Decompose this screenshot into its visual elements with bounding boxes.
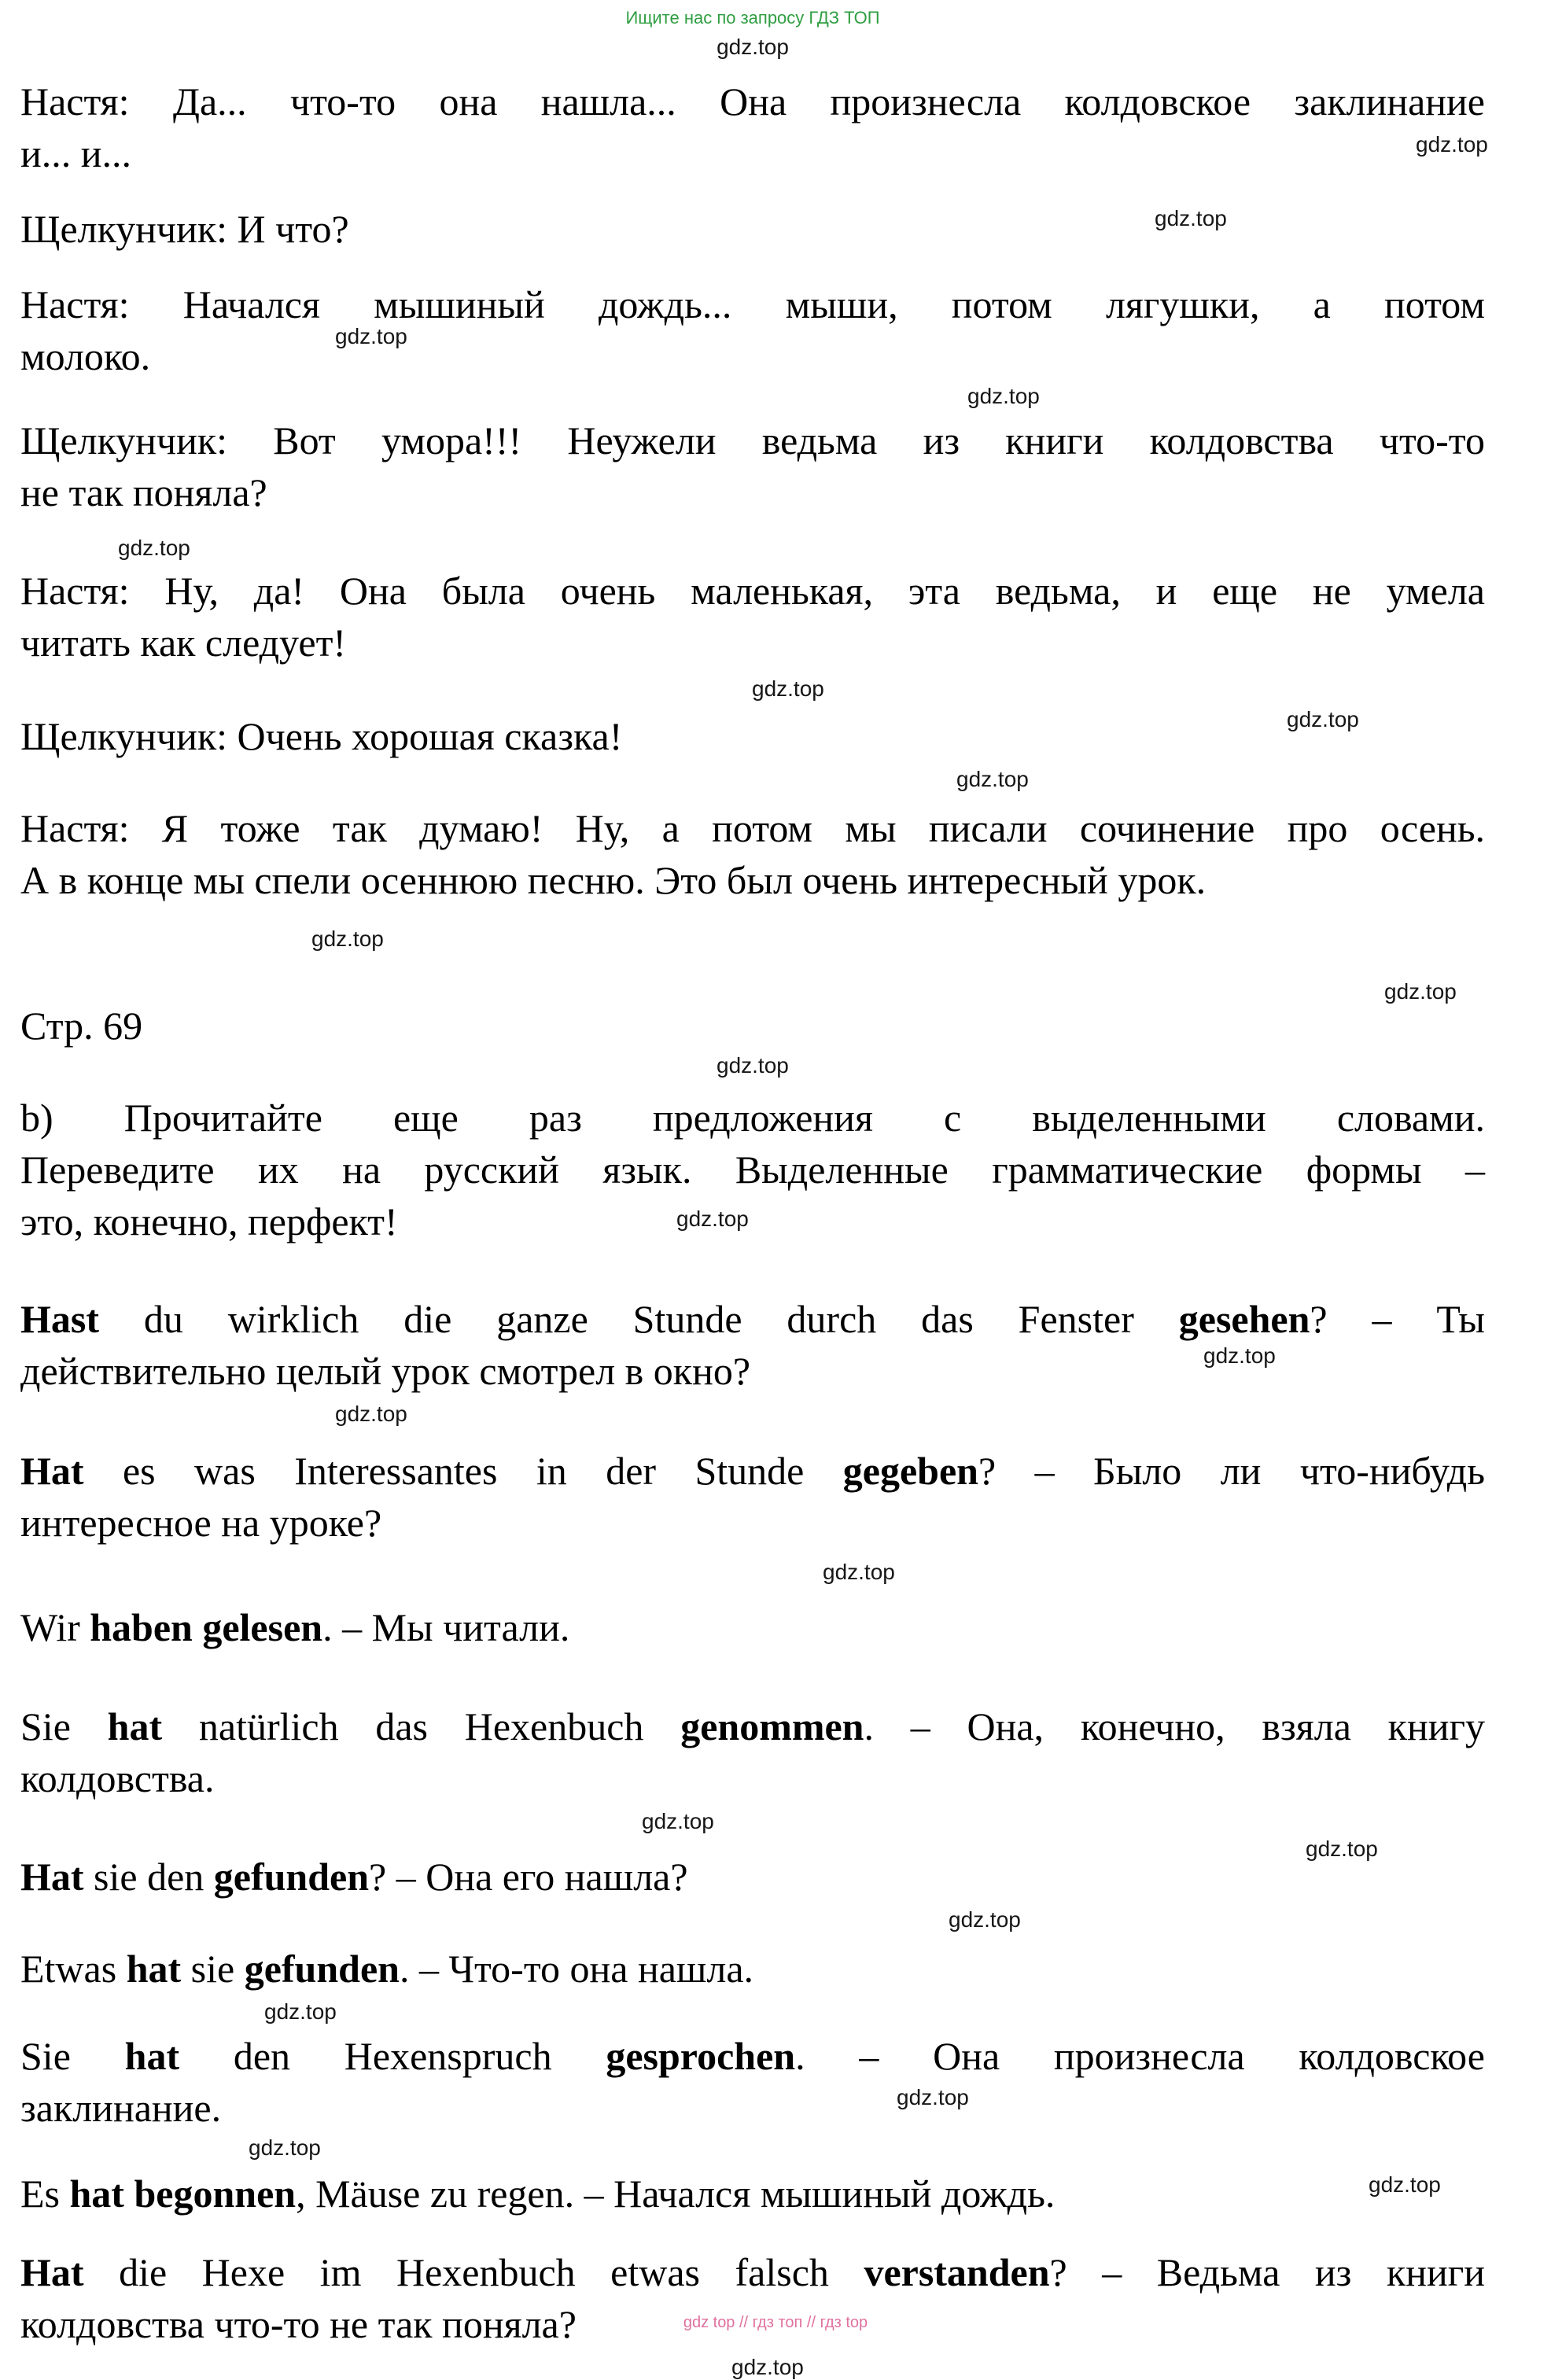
dialogue-nutcracker-3: gdz.top Щелкунчик: Очень хорошая сказка! — [20, 707, 1359, 758]
grammar-sentence-6: Etwas hat sie gefunden. – Что-то она нашла. — [20, 1947, 754, 1991]
gdz-watermark: gdz.top — [1384, 979, 1457, 1004]
grammar-sentence-2: Hat es was Interessantes in der Stunde gegeben? – Было ли что-нибудь интересное на уроке? — [20, 1449, 1485, 1545]
watermark-row — [20, 1999, 1485, 2028]
grammar-sentence-1: gdz.top Hast du wirklich die ganze Stunde durch das Fenster gesehen? – Ты действительно целый урок смотрел в окно? — [20, 1297, 1485, 1393]
gdz-watermark: gdz.top — [1369, 2172, 1441, 2197]
dialogue-nastya-2: gdz.top Настя: Начался мышиный дождь... мыши, потом лягушки, а потом молоко. — [20, 282, 1485, 378]
grammar-sentence-5: gdz.top Hat sie den gefunden? – Она его нашла? — [20, 1837, 1378, 1899]
gdz-watermark: gdz.top — [676, 1207, 749, 1231]
promo-banner: Ищите нас по запросу ГДЗ ТОП — [625, 8, 880, 28]
watermark-row — [20, 1560, 1485, 1589]
gdz-watermark: gdz.top — [1306, 1837, 1378, 1861]
grammar-sentence-7: gdz.top Sie hat den Hexenspruch gesprochen. – Она произнесла колдовское заклинание. — [20, 2034, 1485, 2130]
watermark-row — [20, 1402, 1485, 1431]
watermark-row — [20, 536, 1485, 565]
gdz-watermark: gdz.top — [1287, 707, 1359, 731]
gdz-watermark: gdz.top — [823, 1560, 895, 1584]
gdz-watermark: gdz.top — [311, 927, 384, 951]
dialogue-nutcracker-2: Щелкунчик: Вот умора!!! Неужели ведьма из книги колдовства что-то не так поняла? — [20, 418, 1485, 514]
watermark-row — [20, 2135, 1485, 2164]
gdz-watermark: gdz.top — [249, 2135, 321, 2160]
dialogue-nastya-4: Настя: Я тоже так думаю! Ну, а потом мы писали сочинение про осень. А в конце мы спели осеннюю песню. Это был очень интересный урок. — [20, 806, 1485, 902]
grammar-sentence-3: Wir haben gelesen. – Мы читали. — [20, 1605, 570, 1649]
gdz-watermark: gdz.top — [642, 1809, 714, 1833]
grammar-sentence-9: gdz.top Hat die Hexe im Hexenbuch etwas falsch verstanden? – Ведьма из книги колдовства что-то не так поняла? — [20, 2250, 1485, 2379]
gdz-watermark: gdz.top — [752, 676, 824, 701]
gdz-watermark: gdz.top — [717, 35, 789, 59]
watermark-row — [20, 676, 1485, 706]
watermark-row — [20, 1907, 1485, 1936]
gdz-watermark: gdz.top — [118, 536, 190, 560]
grammar-sentence-4: Sie hat natürlich das Hexenbuch genommen. – Она, конечно, взяла книгу колдовства. — [20, 1704, 1485, 1800]
gdz-watermark: gdz.top — [335, 1402, 407, 1426]
watermark-row — [20, 384, 1485, 413]
gdz-watermark: gdz.top — [264, 1999, 337, 2024]
watermark-row — [20, 35, 1485, 60]
gdz-watermark: gdz.top — [1416, 132, 1488, 157]
gdz-watermark: gdz.top — [1155, 206, 1227, 230]
gdz-watermark: gdz.top — [1203, 1343, 1276, 1368]
gdz-watermark: gdz.top — [897, 2085, 969, 2109]
task-instruction: gdz.top b) Прочитайте еще раз предложения с выделенными словами. Переведите их на русский язык. Выделенные грамматические формы – это, конечно, перфект! — [20, 1096, 1485, 1243]
dialogue-nastya-1: gdz.top Настя: Да... что-то она нашла... Она произнесла колдовское заклинание и... и... — [20, 79, 1488, 175]
gdz-watermark: gdz.top — [335, 324, 407, 348]
gdz-watermark: gdz.top — [731, 2355, 804, 2379]
page-reference: gdz.top Стр. 69 — [20, 979, 1457, 1048]
watermark-row — [20, 927, 1485, 956]
watermark-row — [20, 767, 1485, 796]
gdz-watermark: gdz.top — [967, 384, 1040, 408]
dialogue-nutcracker-1: gdz.top Щелкунчик: И что? — [20, 206, 1227, 251]
watermark-row — [20, 1053, 1485, 1082]
watermark-row — [20, 1809, 1485, 1838]
gdz-watermark: gdz.top — [717, 1053, 789, 1078]
dialogue-nastya-3: Настя: Ну, да! Она была очень маленькая, эта ведьма, и еще не умела читать как следует! — [20, 569, 1485, 665]
gdz-watermark: gdz.top — [949, 1907, 1021, 1932]
grammar-sentence-8: gdz.top Es hat begonnen, Mäuse zu regen. – Начался мышиный дождь. — [20, 2172, 1441, 2216]
gdz-watermark: gdz.top — [956, 767, 1029, 791]
footer-watermark: gdz top // гдз топ // гдз top — [683, 2314, 868, 2331]
